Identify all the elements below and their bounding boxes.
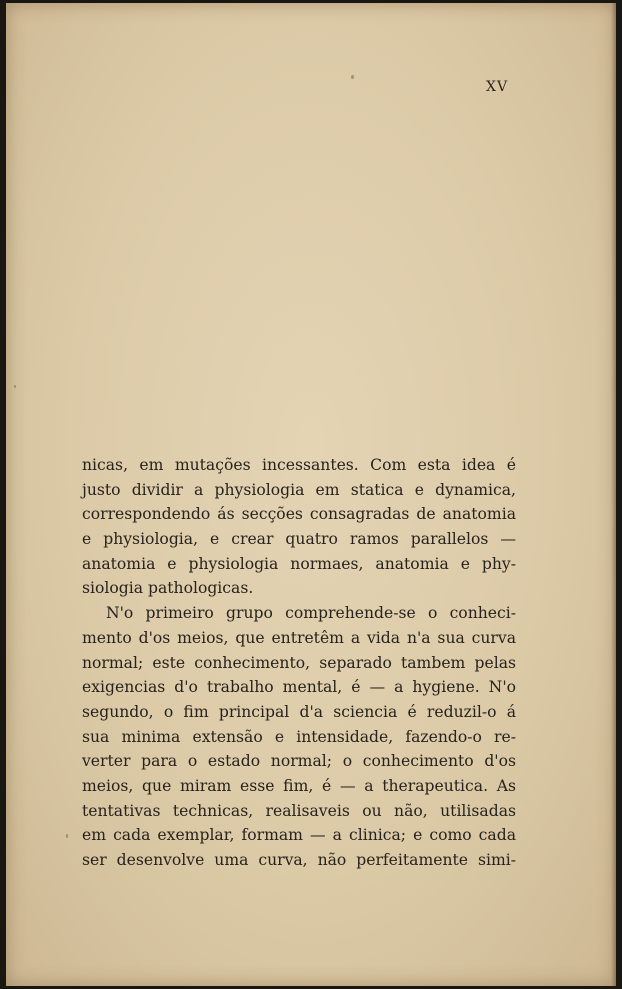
paper-speck xyxy=(66,834,68,838)
text-line: em cada exemplar, formam — a clinica; e como cada xyxy=(82,826,516,845)
text-line: sua minima extensão e intensidade, fazendo-o re- xyxy=(82,727,516,746)
paper-speck xyxy=(14,385,16,388)
body-text xyxy=(82,453,516,873)
text-line: e physiologia, e crear quatro ramos parallelos — xyxy=(82,530,516,549)
paragraph-2 xyxy=(82,601,516,873)
text-line: normal; este conhecimento, separado tambem pelas xyxy=(82,653,516,672)
text-line: verter para o estado normal; o conhecimento d'os xyxy=(82,752,516,771)
paragraph-1 xyxy=(82,453,516,601)
text-line: ser desenvolve uma curva, não perfeitamente simi- xyxy=(82,851,516,869)
text-line: justo dividir a physiologia em statica e dynamica, xyxy=(82,480,516,499)
text-line: tentativas technicas, realisaveis ou não, utilisadas xyxy=(82,801,516,820)
page-number: XV xyxy=(486,79,509,95)
page-edge-shadow xyxy=(611,3,616,986)
text-line: segundo, o fim principal d'a sciencia é reduzil-o á xyxy=(82,702,516,721)
text-line: mento d'os meios, que entretêm a vida n'a sua curva xyxy=(82,628,516,647)
text-line: N'o primeiro grupo comprehende-se o conheci- xyxy=(106,604,516,623)
text-line: correspondendo ás secções consagradas de anatomia xyxy=(82,505,516,524)
text-line: anatomia e physiologia normaes, anatomia e phy- xyxy=(82,554,516,573)
text-line: exigencias d'o trabalho mental, é — a hygiene. N'o xyxy=(82,678,516,697)
book-page xyxy=(6,3,616,986)
text-line: siologia pathologicas. xyxy=(82,579,254,598)
text-line: meios, que miram esse fim, é — a therapeutica. As xyxy=(82,776,516,795)
text-line: nicas, em mutações incessantes. Com esta idea é xyxy=(82,456,516,474)
paper-speck xyxy=(351,75,354,79)
